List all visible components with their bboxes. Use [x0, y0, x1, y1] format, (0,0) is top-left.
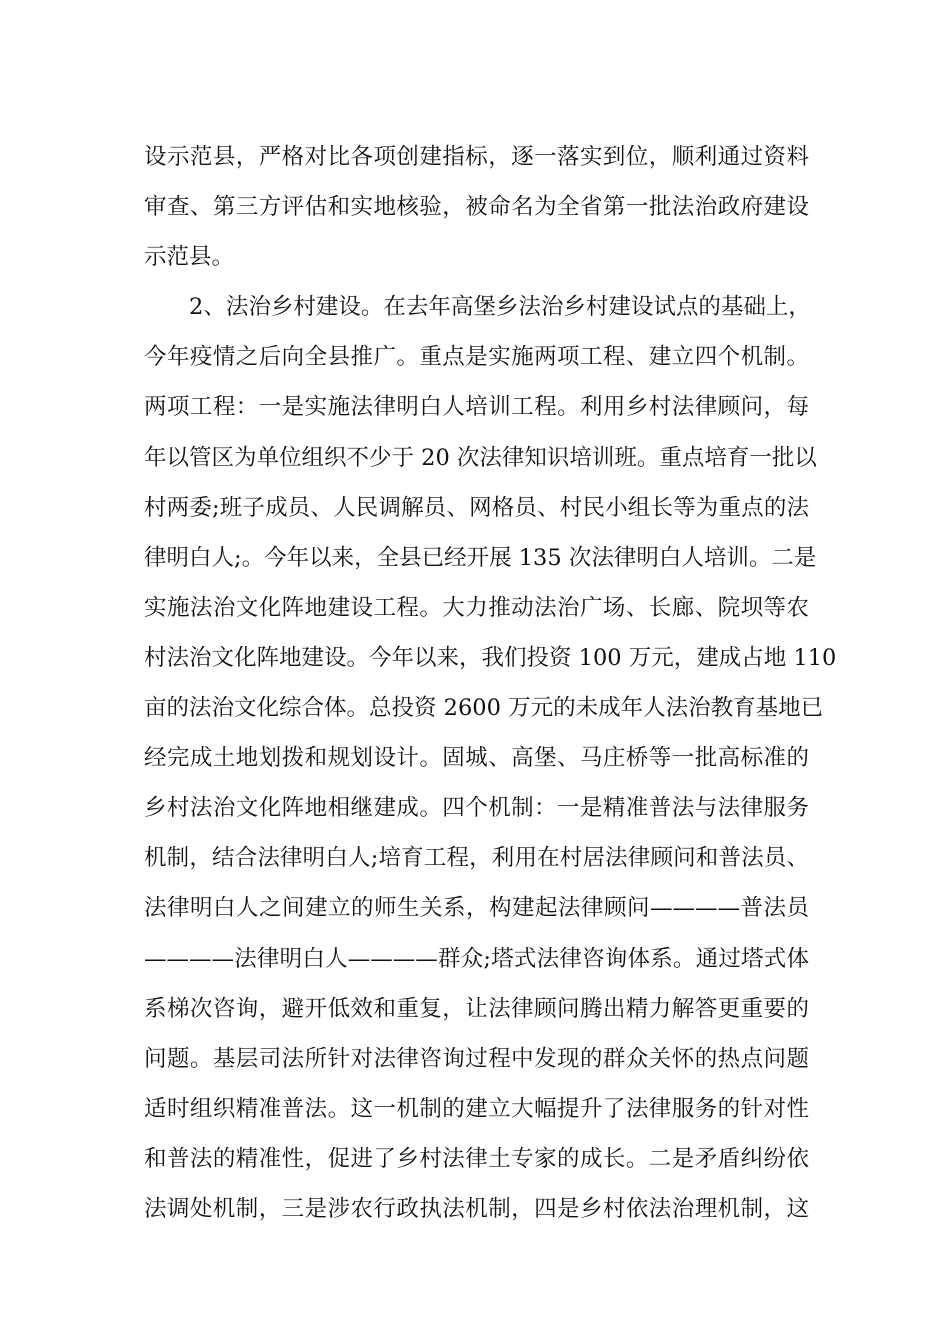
text-line: 村法治文化阵地建设。今年以来，我们投资 100 万元，建成占地 110 [144, 644, 837, 671]
text-line: 审查、第三方评估和实地核验，被命名为全省第一批法治政府建设 [144, 194, 809, 221]
text-line: 示范县。 [144, 244, 235, 271]
text-line: 经完成土地划拨和规划设计。固城、高堡、马庄桥等一批高标准的 [144, 745, 809, 772]
text-line: 系梯次咨询，避开低效和重复，让法律顾问腾出精力解答更重要的 [144, 995, 809, 1022]
text-line: 适时组织精准普法。这一机制的建立大幅提升了法律服务的针对性 [144, 1095, 809, 1122]
text-line: 两项工程：一是实施法律明白人培训工程。利用乡村法律顾问，每 [144, 394, 809, 421]
text-line: 律明白人;。今年以来，全县已经开展 135 次法律明白人培训。二是 [144, 544, 817, 571]
text-line: 乡村法治文化阵地相继建成。四个机制：一是精准普法与法律服务 [144, 795, 809, 822]
text-line: 2、法治乡村建设。在去年高堡乡法治乡村建设试点的基础上， [189, 294, 811, 321]
document-body [144, 132, 837, 1234]
text-line: 法调处机制，三是涉农行政执法机制，四是乡村依法治理机制，这 [144, 1195, 809, 1222]
text-line: 今年疫情之后向全县推广。重点是实施两项工程、建立四个机制。 [144, 344, 809, 371]
text-line: 年以管区为单位组织不少于 20 次法律知识培训班。重点培育一批以 [144, 444, 817, 471]
text-line: 法律明白人之间建立的师生关系，构建起法律顾问————普法员 [144, 895, 809, 922]
text-line: 村两委;班子成员、人民调解员、网格员、村民小组长等为重点的法 [144, 494, 809, 521]
text-line: 问题。基层司法所针对法律咨询过程中发现的群众关怀的热点问题 [144, 1045, 809, 1072]
text-line: 和普法的精准性，促进了乡村法律土专家的成长。二是矛盾纠纷依 [144, 1145, 809, 1172]
text-line: 机制，结合法律明白人;培育工程，利用在村居法律顾问和普法员、 [144, 845, 809, 872]
text-line: ————法律明白人————群众;塔式法律咨询体系。通过塔式体 [144, 945, 809, 972]
text-line: 设示范县，严格对比各项创建指标，逐一落实到位，顺利通过资料 [144, 144, 809, 170]
text-line: 亩的法治文化综合体。总投资 2600 万元的未成年人法治教育基地已 [144, 695, 824, 722]
text-line: 实施法治文化阵地建设工程。大力推动法治广场、长廊、院坝等农 [144, 594, 809, 621]
